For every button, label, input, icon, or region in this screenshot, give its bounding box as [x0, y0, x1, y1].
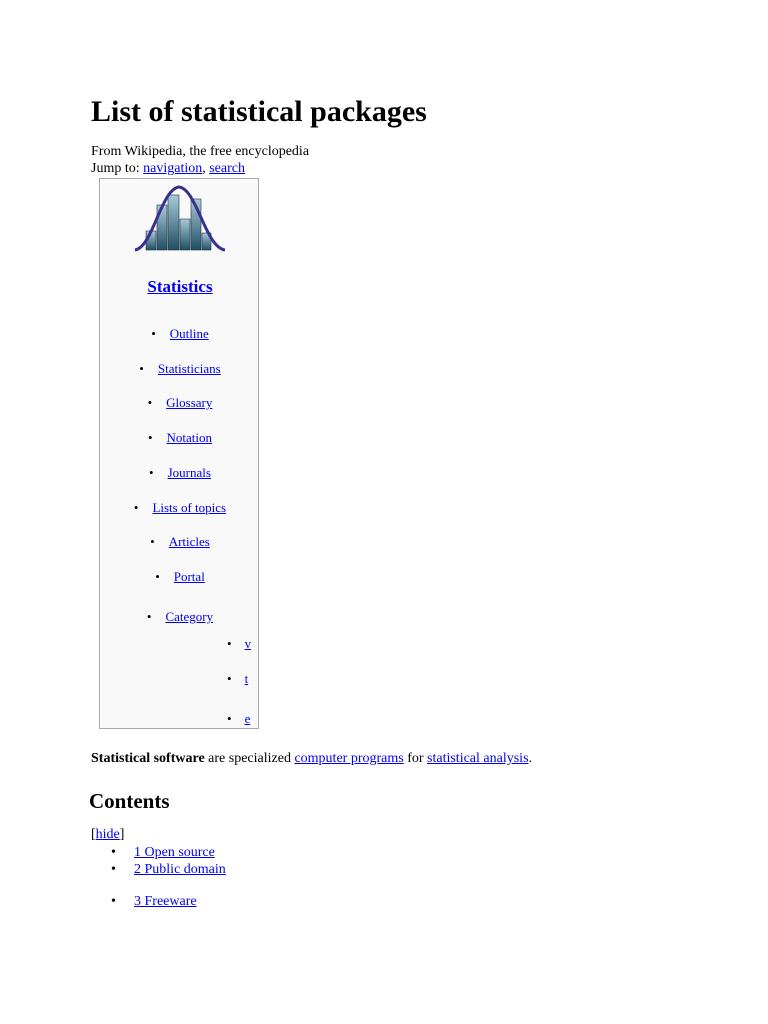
- toc-link-open-source[interactable]: 1 Open source: [134, 845, 215, 860]
- intro-bold-term: Statistical software: [91, 751, 205, 766]
- contents-heading: Contents: [89, 789, 170, 813]
- vte-item-edit: • e: [227, 711, 251, 726]
- histogram-bar: [168, 195, 179, 250]
- histogram-bar: [180, 219, 190, 250]
- statistics-portal-link[interactable]: Statistics: [147, 277, 213, 296]
- sidebar-item-lists-of-topics: • Lists of topics: [133, 500, 227, 515]
- jump-to-label: Jump to:: [91, 161, 140, 176]
- computer-programs-link[interactable]: computer programs: [294, 751, 404, 766]
- statistics-sidebar: [99, 178, 259, 729]
- tagline: From Wikipedia, the free encyclopedia: [91, 144, 310, 159]
- statistics-portal-image[interactable]: [133, 183, 227, 253]
- sidebar-item-statisticians: • Statisticians: [139, 361, 221, 376]
- vte-view-link[interactable]: v: [244, 636, 252, 651]
- vte-talk-link[interactable]: t: [244, 671, 249, 686]
- sidebar-item-journals: • Journals: [149, 465, 211, 480]
- intro-text-2: for: [407, 751, 424, 766]
- toc-item: • 1 Open source: [111, 845, 215, 860]
- toc-link-public-domain[interactable]: 2 Public domain: [134, 862, 226, 877]
- sidebar-item-articles: • Articles: [150, 534, 210, 549]
- sidebar-link-category[interactable]: Category: [165, 609, 214, 624]
- page-title: List of statistical packages: [91, 95, 427, 128]
- vte-edit-link[interactable]: e: [244, 711, 251, 726]
- statistical-analysis-link[interactable]: statistical analysis: [427, 751, 529, 766]
- intro-end: .: [528, 751, 533, 766]
- sidebar-item-portal: • Portal: [155, 569, 205, 584]
- sidebar-item-notation: • Notation: [147, 430, 213, 445]
- sidebar-link-journals[interactable]: Journals: [167, 465, 211, 480]
- toc-item: • 2 Public domain: [111, 862, 226, 877]
- jump-search-link[interactable]: search: [209, 161, 245, 176]
- sidebar-link-articles[interactable]: Articles: [168, 534, 210, 549]
- toc-toggle: [hide]: [91, 827, 125, 842]
- sidebar-link-glossary[interactable]: Glossary: [166, 395, 213, 410]
- toc-hide-link[interactable]: hide: [95, 827, 120, 842]
- toc-link-freeware[interactable]: 3 Freeware: [134, 894, 197, 909]
- toc-item: • 3 Freeware: [111, 894, 197, 909]
- sidebar-item-category: • Category: [146, 609, 214, 624]
- sidebar-link-statisticians[interactable]: Statisticians: [157, 361, 221, 376]
- intro-paragraph: [91, 750, 532, 767]
- sidebar-link-outline[interactable]: Outline: [169, 326, 209, 341]
- vte-item-view: • v: [227, 636, 252, 651]
- vte-item-talk: • t: [227, 671, 249, 686]
- sidebar-link-notation[interactable]: Notation: [166, 430, 213, 445]
- jump-to-line: Jump to: navigation, search: [91, 161, 245, 176]
- sidebar-item-outline: • Outline: [151, 326, 209, 341]
- sidebar-link-portal[interactable]: Portal: [173, 569, 205, 584]
- sidebar-link-lists-of-topics[interactable]: Lists of topics: [152, 500, 227, 515]
- jump-navigation-link[interactable]: navigation: [143, 161, 203, 176]
- sidebar-item-glossary: • Glossary: [147, 395, 213, 410]
- intro-text-1: are specialized: [208, 751, 291, 766]
